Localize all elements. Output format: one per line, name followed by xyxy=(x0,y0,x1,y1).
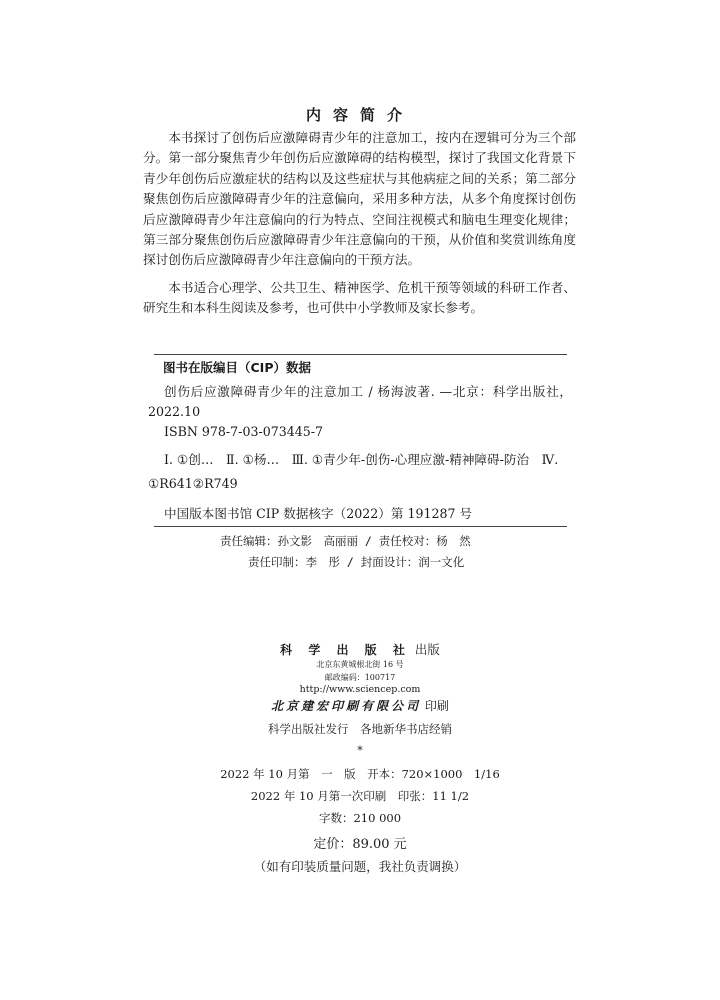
intro-paragraph-2: 本书适合心理学、公共卫生、精神医学、危机干预等领域的科研工作者、研究生和本科生阅读及参考，也可供中小学教师及家长参考。 xyxy=(143,280,576,316)
cip-record-number: 中国版本图书馆 CIP 数据核字（2022）第 191287 号 xyxy=(164,506,473,521)
publisher-address: 北京东黄城根北街 16 号 xyxy=(316,660,404,669)
publisher-line xyxy=(0,640,720,658)
printing-line: 2022 年 10 月第一次印刷 印张：11 1/2 xyxy=(250,789,470,803)
cip-classification: Ⅰ. ①创… Ⅱ. ①杨… Ⅲ. ①青少年-创伤-心理应激-精神障碍-防治 Ⅳ. ①R641②R749 xyxy=(148,452,559,491)
distribution-line: 科学出版社发行 各地新华书店经销 xyxy=(268,722,452,736)
price: 定价：89.00 元 xyxy=(313,837,407,852)
word-count: 字数：210 000 xyxy=(318,811,402,825)
credits-editors: 责任编辑：孙文影 高丽丽 / 责任校对：杨 然 xyxy=(220,534,471,548)
publisher-logo-text: 科 学 出 版 社 xyxy=(280,643,411,657)
edition-line: 2022 年 10 月第 一 版 开本：720×1000 1/16 xyxy=(220,767,500,781)
cip-heading: 图书在版编目（CIP）数据 xyxy=(163,360,311,375)
publisher-url: http://www.sciencep.com xyxy=(299,684,421,695)
cip-bottom-rule xyxy=(154,526,567,527)
intro-paragraph-1: 本书探讨了创伤后应激障碍青少年的注意加工，按内在逻辑可分为三个部分。第一部分聚焦青少年创伤后应激障碍的结构模型，探讨了我国文化背景下青少年创伤后应激症状的结构以及这些症状与其他病症之间的关系；第二部分聚焦创伤后应激障碍青少年的注意偏向，采用多种方法，从多个角度探讨创伤后应激障碍青少年注意偏向的行为特点、空间注视模式和脑电生理变化规律；第三部分聚焦创伤后应激障碍青少年注意偏向的干预，从价值和奖赏训练角度探讨创伤后应激障碍青少年注意偏向的干预方法。 xyxy=(143,130,576,268)
intro-title: 内容简介 xyxy=(305,106,414,124)
publisher-postcode: 邮政编码：100717 xyxy=(324,673,396,682)
cip-title-line: 创伤后应激障碍青少年的注意加工 / 杨海波著. —北京：科学出版社，2022.10 xyxy=(148,384,572,419)
printer-logo-text: 北京建宏印刷有限公司 xyxy=(271,699,422,713)
publisher-suffix: 出版 xyxy=(410,642,440,657)
printer-line xyxy=(0,697,720,714)
cip-top-rule xyxy=(154,354,567,355)
credits-production: 责任印制：李 彤 / 封面设计：润一文化 xyxy=(248,555,465,569)
quality-note: （如有印装质量问题，我社负责调换） xyxy=(253,859,467,874)
cip-isbn: ISBN 978-7-03-073445-7 xyxy=(164,424,324,439)
printer-suffix: 印刷 xyxy=(421,699,449,713)
separator-star: * xyxy=(357,744,363,757)
